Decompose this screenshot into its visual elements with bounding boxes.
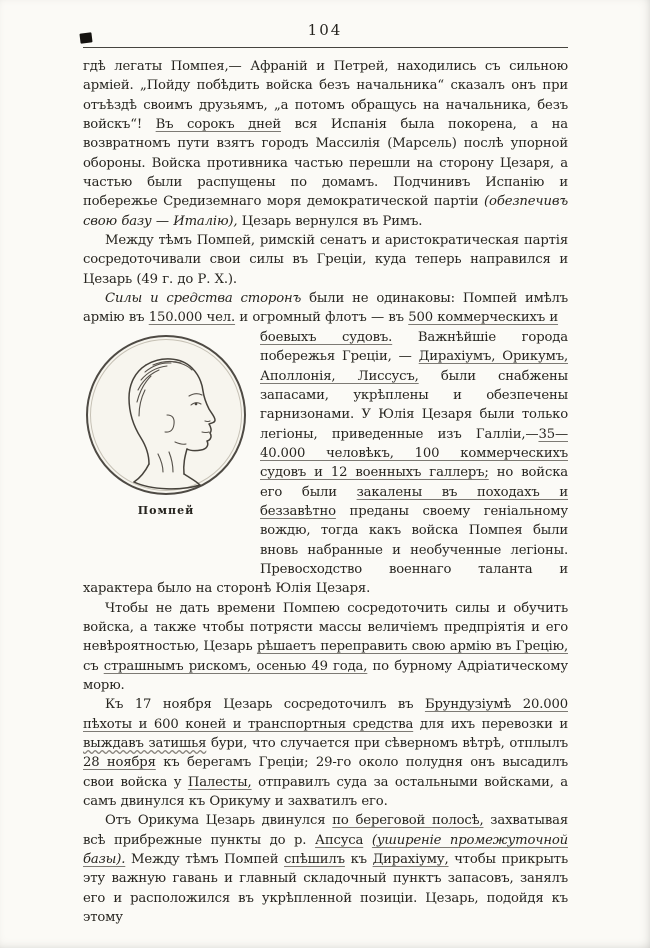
text-segment: чтобы прикрыть эту важную гавань и главный складочный пунктъ запасовъ, занялъ его и расположился въ укрѣпленной позиціи. Цезарь, подойдя къ этому [83,852,568,926]
text-segment: страшнымъ рискомъ, осенью 49 года, [103,658,368,674]
text-segment: спѣшилъ [284,852,345,868]
text-segment [363,833,372,848]
text-segment: (уширеніе промежуточной базы). [83,832,568,868]
text-segment: Брундузіумѣ 20.000 пѣхоты и 600 коней и транспортныя средства [83,697,568,732]
text-segment: были не одинаковы: Помпей имѣлъ армію въ [83,291,568,326]
text-segment: Къ 17 ноября Цезарь сосредоточилъ въ [105,697,425,713]
text-segment: 35—40.000 человѣкъ, 100 коммерческихъ судовъ и 12 военныхъ галлеръ; [260,426,568,481]
text-segment: 500 коммерческихъ и [408,310,559,326]
paragraph [83,695,568,811]
text-segment: къ берегамъ Греціи; 29-го около полудня онъ высадилъ свои войска у [83,755,568,790]
paragraph [83,57,568,231]
text-segment: гдѣ легаты Помпея,— Афраній и Петрей, находились съ сильною арміей. „Пойду побѣдить войска безъ начальника“ сказалъ онъ при отъѣздѣ своимъ друзьямъ, „а потомъ обращусь на начальника, безъ войскъ“! [83,59,568,133]
text-segment: закалены въ походахъ и беззавѣтно [260,484,569,519]
paragraph [83,599,568,696]
text-segment: захватывая всѣ прибрежные пункты до р. [83,813,568,848]
text-segment: 150.000 чел. [148,310,236,326]
text-segment: и огромный флотъ — въ [235,310,409,326]
text-segment: Между тѣмъ Помпей [125,852,284,868]
text-segment: вся Испанія была покорена, а на возвратномъ пути взятъ городъ Массилія (Марсель) послѣ упорной обороны. Войска противника частью перешли на сторону Цезаря, а частью были распущены по домамъ. Подчинивъ Испанію и побережье Средиземнаго моря демократической партіи [83,117,569,210]
text-segment: Силы и средства сторонъ [105,291,302,307]
paragraph [83,289,568,328]
text-segment: выждавъ затишья [83,736,207,752]
text-segment: боевыхъ судовъ. [260,329,393,345]
paragraph [83,231,568,289]
text-segment: къ [344,852,373,868]
paragraph [83,811,568,927]
text-segment: по береговой полосѣ, [332,813,484,829]
text-segment: (обезпечивъ свою базу — Италію), [83,194,568,229]
header-rule [83,47,568,48]
text-segment: Цезарь вернулся въ Римъ. [237,213,423,229]
text-segment: отправилъ суда за остальными войсками, а самъ двинулся къ Орикуму и захватилъ его. [83,774,568,810]
text-segment: Отъ Орикума Цезарь двинулся [105,813,333,829]
text-segment: Палесты, [187,774,252,790]
figure-caption: Помпей [137,503,195,517]
text-segment: Апсуса [314,832,364,848]
text-segment: Въ сорокъ дней [155,117,282,133]
text-segment: Чтобы не дать времени Помпею сосредоточить силы и обучить войска, а также чтобы потрясти массы величіемъ предпріятія и его невѣроятностью, Цезарь [83,600,568,655]
text-segment: по бурному Адріатическому морю. [83,658,568,693]
pompey-portrait-engraving [83,332,249,498]
text-segment: Между тѣмъ Помпей, римскій сенатъ и аристократическая партія сосредоточивали свои силы въ Греціи, куда теперь направился и Цезарь (49 г. до Р. Х.). [83,233,568,287]
text-segment: Дирахіуму, [372,852,449,868]
text-segment: для ихъ перевозки и [413,716,568,732]
text-segment: преданы своему геніальному вождю, тогда какъ войска Помпея были вновь набранные и необученные легіоны. Превосходство военнаго таланта и характера было на сторонѣ Юлія Цезаря. [83,503,568,597]
text-segment: съ [83,658,104,674]
text-segment: были снабжены запасами, укрѣплены и обезпечены гарнизонами. У Юлія Цезаря были только легіоны, приведенные изъ Галліи,— [260,368,568,442]
page-body [83,57,568,927]
text-segment: рѣшаетъ переправить свою армію въ Грецію, [256,639,568,655]
text-segment: бури, что случается при сѣверномъ вѣтрѣ, отплылъ [206,736,568,752]
pompey-portrait-figure [83,332,249,562]
page-number: 104 [307,21,343,39]
paragraph [83,328,568,599]
text-segment: 28 ноября [83,755,156,771]
text-segment: но войска его были [260,465,568,500]
text-segment: Дирахіумъ, Орикумъ, Аполлонія, Лиссусъ, [260,349,568,384]
text-segment: Важнѣйшіе города побережья Греціи, — [260,329,568,365]
